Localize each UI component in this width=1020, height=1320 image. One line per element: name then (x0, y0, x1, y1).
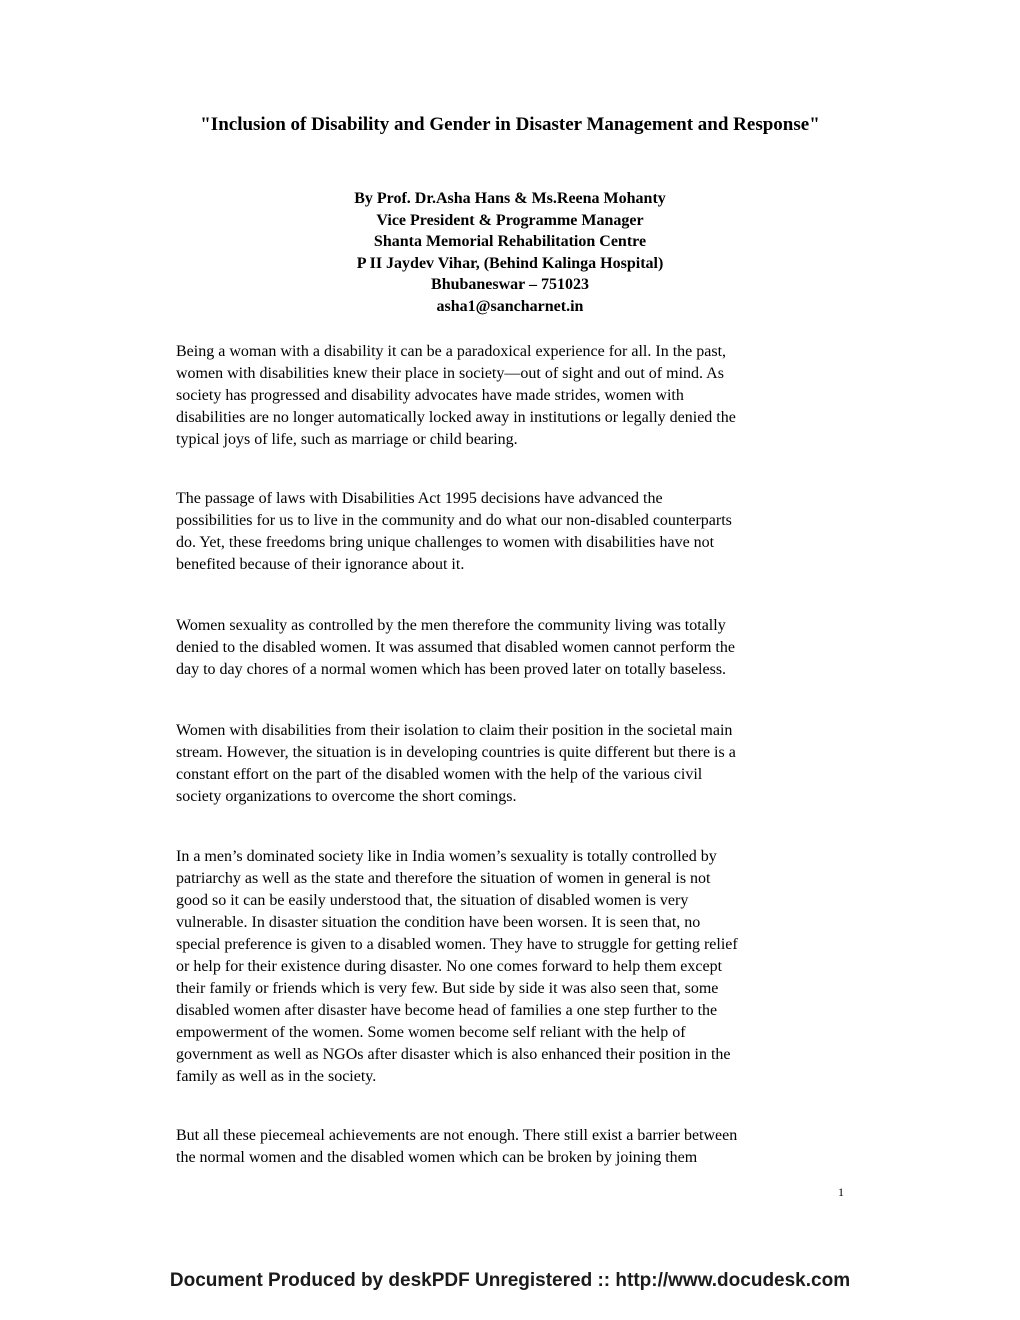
paragraph-line: denied to the disabled women. It was assumed that disabled women cannot perform the (176, 639, 735, 656)
document-title: "Inclusion of Disability and Gender in Disaster Management and Response" (200, 114, 820, 135)
paragraph-line: empowerment of the women. Some women become self reliant with the help of (176, 1024, 686, 1041)
paragraph-line: government as well as NGOs after disaster which is also enhanced their position in the (176, 1046, 731, 1063)
body-paragraph-4 (176, 720, 844, 808)
paragraph-line: good so it can be easily understood that, the situation of disabled women is very (176, 892, 689, 909)
paragraph-line: society organizations to overcome the short comings. (176, 788, 517, 805)
paragraph-line: special preference is given to a disabled women. They have to struggle for getting relief (176, 936, 738, 953)
author-block (176, 188, 844, 317)
paragraph-line: society has progressed and disability advocates have made strides, women with (176, 387, 684, 404)
paragraph-line: In a men’s dominated society like in India women’s sexuality is totally controlled by (176, 848, 717, 865)
paragraph-line: family as well as in the society. (176, 1068, 377, 1085)
paragraph-line: Women sexuality as controlled by the men therefore the community living was totally (176, 617, 726, 634)
author-line-city: Bhubaneswar – 751023 (431, 276, 589, 293)
page-number: 1 (838, 1185, 844, 1199)
paragraph-line: do. Yet, these freedoms bring unique challenges to women with disabilities have not (176, 534, 715, 551)
paragraph-line: Women with disabilities from their isolation to claim their position in the societal main (176, 722, 733, 739)
paragraph-line: or help for their existence during disaster. No one comes forward to help them except (176, 958, 723, 975)
paragraph-line: But all these piecemeal achievements are not enough. There still exist a barrier between (176, 1127, 738, 1144)
author-line-address: P II Jaydev Vihar, (Behind Kalinga Hospital) (356, 254, 664, 272)
author-line-organization: Shanta Memorial Rehabilitation Centre (373, 233, 647, 250)
author-line-roles: Vice President & Programme Manager (376, 211, 644, 229)
paragraph-line: benefited because of their ignorance about it. (176, 556, 465, 573)
paragraph-line: possibilities for us to live in the community and do what our non-disabled counterparts (176, 512, 732, 529)
paragraph-line: The passage of laws with Disabilities Act 1995 decisions have advanced the (176, 490, 663, 507)
body-paragraph-1 (176, 341, 844, 451)
paragraph-line: patriarchy as well as the state and therefore the situation of women in general is not (176, 870, 711, 887)
paragraph-line: typical joys of life, such as marriage or child bearing. (176, 431, 518, 448)
author-line-email: asha1@sancharnet.in (436, 297, 584, 315)
body-paragraph-3 (176, 615, 844, 681)
body-paragraph-2 (176, 488, 844, 576)
paragraph-line: constant effort on the part of the disabled women with the help of the various civil (176, 766, 703, 783)
paragraph-line: vulnerable. In disaster situation the condition have been worsen. It is seen that, no (176, 914, 701, 931)
watermark-text: Document Produced by deskPDF Unregistered :: http://www.docudesk.com (169, 1270, 851, 1291)
author-line-names: By Prof. Dr.Asha Hans & Ms.Reena Mohanty (354, 190, 666, 207)
paragraph-line: disabilities are no longer automatically locked away in institutions or legally denied the (176, 409, 736, 426)
paragraph-line: day to day chores of a normal women which has been proved later on totally baseless. (176, 661, 727, 678)
body-paragraph-6 (176, 1125, 844, 1169)
paragraph-line: stream. However, the situation is in developing countries is quite different but there is a (176, 744, 736, 761)
paragraph-line: the normal women and the disabled women which can be broken by joining them (176, 1149, 698, 1166)
paragraph-line: Being a woman with a disability it can be a paradoxical experience for all. In the past, (176, 343, 727, 360)
body-paragraph-5 (176, 846, 844, 1088)
paragraph-line: disabled women after disaster have become head of families a one step further to the (176, 1002, 718, 1019)
paragraph-line: women with disabilities knew their place in society—out of sight and out of mind. As (176, 365, 724, 382)
paragraph-line: their family or friends which is very few. But side by side it was also seen that, some (176, 980, 719, 997)
